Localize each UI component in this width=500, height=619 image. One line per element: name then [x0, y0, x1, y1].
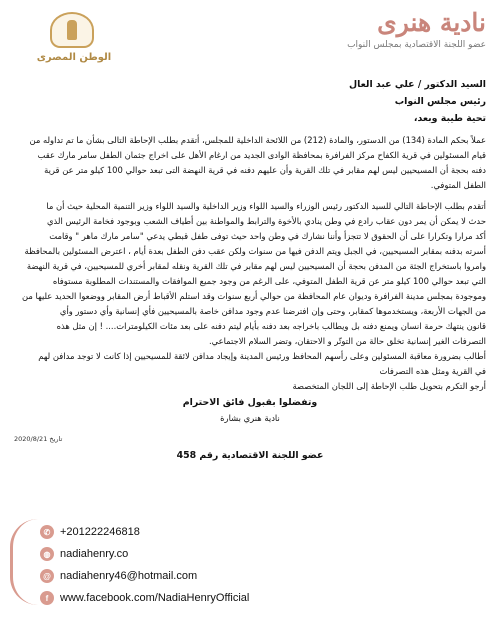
letter-line: حدث لا يمكن أن يمر دون عقاب رادع في وطن ينادي بالأخوة والترابط والمواطنة بين أطياف الشعب وبوجود فخامة الرئيس الذي	[46, 216, 486, 226]
letter-line: السيد الدكتور / علي عبد العال	[348, 79, 486, 90]
contact-row[interactable]	[40, 523, 140, 541]
letter-line: أرجو التكرم بتحويل طلب الإحاطة إلى اللجان المتخصصة	[292, 381, 486, 391]
globe-icon: ◍	[40, 547, 54, 561]
letter-line: قانون ينتهك حرمة انسان ويمنع دفنه بل ويطالب باخراجه بعد دفنه بأيام ليتم دفنه على بعد مئات الكيلومترات.... ! إن مثل هذه	[56, 321, 486, 331]
contact-text: www.facebook.com/NadiaHenryOfficial	[60, 592, 250, 604]
letter-line: عملاً بحكم المادة (134) من الدستور، والمادة (212) من اللائحة الداخلية للمجلس، أتقدم بطلب الإحاطة التالى بشأن ما تم تداوله من	[29, 135, 486, 145]
letter-line: أطالب بضرورة معاقبة المسئولين وعلى رأسهم المحافظ ورئيس المدينة وإيجاد مدافن لائقة للمسيحيين إذا كانت لا توجد مدافن لهم	[38, 351, 486, 361]
letterhead-brand	[236, 8, 486, 50]
letter-line: نادية هنري بشارة	[220, 413, 280, 423]
letter-line: تحية طيبة وبعد،	[413, 113, 486, 124]
party-logo	[20, 12, 128, 72]
contact-text: +201222246818	[60, 526, 140, 538]
contact-text: nadiahenry.co	[60, 548, 129, 560]
contact-row[interactable]	[40, 567, 197, 585]
logo-text: الوطن المصرى	[36, 52, 112, 63]
footer-arc	[10, 519, 38, 605]
letter-line: رئيس مجلس النواب	[394, 96, 486, 107]
letter-line: تاريخ 2020/8/21	[14, 435, 63, 443]
letter-line: قيام المسئولين في قرية الكفاح مركز الفرافرة بمحافظة الوادى الجديد من ارغام الأهل على اخراج جثمان الطفل سامر مارك عقب	[37, 150, 486, 160]
emblem-icon	[50, 12, 94, 48]
email-icon: @	[40, 569, 54, 583]
letter-line: التي تبعد حوالي 100 كيلو متر عن قرية الطفل المتوفي، على الرغم من وجود جميع الموافقات والمستندات المطلوبة مستوفاه	[52, 276, 486, 286]
brand-subtitle: عضو اللجنة الاقتصادية بمجلس النواب	[347, 40, 486, 50]
letter-body	[14, 76, 486, 464]
contact-text: nadiahenry46@hotmail.com	[60, 570, 198, 582]
phone-icon: ✆	[40, 525, 54, 539]
facebook-icon: f	[40, 591, 54, 605]
letter-line: وموجودة بمجلس مدينة الفرافرة وديوان عام المحافظة من حوالي أربع سنوات وقد استلم الأقباط أرض المقابر ووضعوا الحديد عليها من	[22, 291, 486, 301]
letter-line: وامروا باستخراج الجثة من المدفن بحجة أن المسيحيين ليس لهم مقابر في تلك القرية ونقله لمقابر أخري للمسيحيين، في قرية النهضة	[26, 261, 486, 271]
contact-row[interactable]	[40, 545, 128, 563]
contact-row[interactable]	[40, 589, 249, 607]
contact-footer	[8, 517, 308, 611]
brand-name: نادية هنرى	[377, 8, 486, 37]
letter-line: أتقدم بطلب الإحاطة التالي للسيد الدكتور رئيس الوزراء والسيد اللواء وزير الداخلية والسيد اللواء وزير التنمية المحلية حيث أن ما	[46, 201, 486, 211]
letter-line: في القرية ومثل هذه التصرفات	[379, 366, 486, 376]
letter-line: أكد مرارا وتكرارا على أن الحقوق لا تتجزأ وأننا نشارك في وطن واحد حيث توفى طفل قبطي يدعي "سامر مارك ماهر " وقامت	[49, 231, 486, 241]
letter-line: عضو اللجنة الاقتصادية رقم 458	[176, 450, 324, 461]
letter-line: التصرفات الغير إنسانية تخلق حالة من التوتّر و الاحتقان، وتضر السلام الاجتماعي.	[208, 336, 486, 346]
letter-line: دفنه بحجة أن المسيحيين ليس لهم مقابر في تلك القرية وأن عليهم دفنه في قرية النهضة التى تبعد حوالي 100 كيلو متر عن قرية	[44, 165, 486, 175]
letter-line: أسرته بدفنه بمقابر المسيحيين، في الجبل ويتم الدفن فيها من سنوات ولكن عقب دفن الطفل بعدة أيام ، اعترض المسئولين بالمحافظة	[24, 246, 486, 256]
letter-line: الطفل المتوفي.	[430, 180, 486, 190]
letter-line: من الجهات الأربعة، ويستخدموها كمقابر، وحتى وإن افترضنا عدم وجود مدافن خاصة بالمسيحيين فأي إنسانية وأي دستور وأي	[59, 306, 486, 316]
letter-line: وتفضلوا بقبول فائق الاحترام	[182, 397, 318, 408]
